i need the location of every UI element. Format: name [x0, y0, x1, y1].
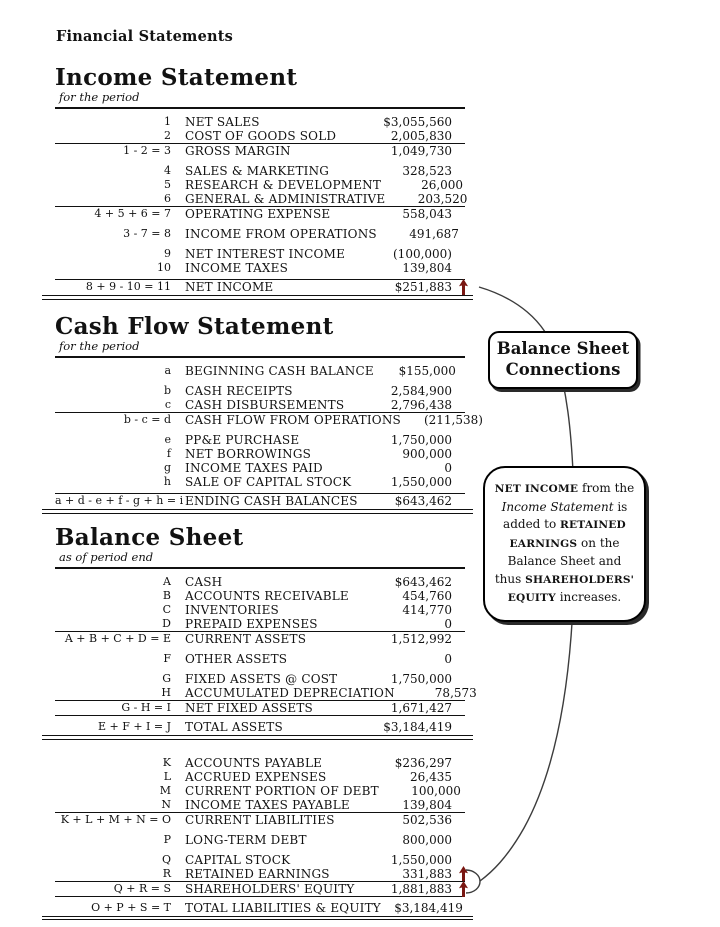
row-value: 331,883 — [402, 866, 452, 881]
row-value: 100,000 — [411, 783, 461, 798]
row-formula: D — [162, 617, 171, 630]
row-label: ACCOUNTS PAYABLE — [185, 755, 323, 770]
income-statement-subtitle: for the period — [59, 90, 140, 104]
row-formula: M — [159, 783, 171, 797]
row-formula: E + F + I = J — [97, 720, 171, 733]
income-statement-title: Income Statement — [55, 64, 298, 91]
balance-sheet-subtitle: as of period end — [59, 550, 154, 564]
row-label: RESEARCH & DEVELOPMENT — [185, 178, 382, 192]
row-formula: A — [163, 575, 171, 588]
row-label: NET INTEREST INCOME — [185, 247, 346, 261]
row-value: 78,573 — [434, 686, 477, 700]
row-label: TOTAL ASSETS — [185, 720, 283, 734]
row-label: INCOME FROM OPERATIONS — [185, 227, 377, 241]
row-value: 1,881,883 — [390, 881, 452, 896]
row-value: $236,297 — [394, 755, 452, 770]
row-formula: 5 — [164, 178, 171, 191]
row-formula: Q — [161, 852, 171, 866]
row-label: INVENTORIES — [185, 603, 279, 617]
row-formula: K + L + M + N = O — [60, 812, 171, 826]
row-value: 558,043 — [402, 207, 452, 221]
row-formula: 9 — [164, 247, 171, 260]
row-value: 1,750,000 — [390, 433, 452, 447]
row-label: FIXED ASSETS @ COST — [185, 672, 338, 686]
row-formula: Q + R = S — [113, 881, 171, 895]
row-value: 414,770 — [402, 603, 452, 617]
row-label: ENDING CASH BALANCES — [185, 494, 358, 508]
row-value: 328,523 — [402, 164, 452, 178]
row-formula: R — [162, 866, 171, 880]
row-formula: L — [163, 769, 171, 783]
cash-flow-subtitle: for the period — [59, 339, 140, 353]
row-label: PREPAID EXPENSES — [185, 617, 318, 631]
row-label: NET SALES — [185, 115, 260, 129]
row-label: OPERATING EXPENSE — [185, 207, 331, 221]
row-label: INCOME TAXES PAYABLE — [185, 797, 350, 812]
row-formula: 3 - 7 = 8 — [123, 227, 171, 240]
note-segment: from the — [578, 481, 635, 495]
row-label: CAPITAL STOCK — [185, 852, 291, 867]
row-value: 1,550,000 — [390, 475, 452, 489]
row-formula: h — [163, 475, 171, 488]
row-value: 0 — [444, 461, 452, 475]
row-label: COST OF GOODS SOLD — [185, 129, 337, 143]
row-formula: b — [163, 384, 171, 397]
row-value: 0 — [444, 652, 452, 666]
row-label: ACCUMULATED DEPRECIATION — [185, 686, 395, 700]
row-formula: 10 — [157, 261, 171, 274]
row-value: 1,671,427 — [390, 701, 452, 715]
row-label: NET INCOME — [185, 280, 274, 294]
row-value: 0 — [444, 617, 452, 631]
row-formula: N — [161, 797, 171, 811]
row-label: NET FIXED ASSETS — [185, 701, 313, 715]
row-formula: a — [164, 364, 171, 377]
row-formula: O + P + S = T — [91, 900, 171, 914]
row-label: CURRENT PORTION OF DEBT — [185, 783, 379, 798]
row-value: $3,184,419 — [394, 900, 463, 915]
row-formula: 4 + 5 + 6 = 7 — [94, 207, 171, 220]
cash-flow-title: Cash Flow Statement — [55, 313, 334, 340]
row-value: (211,538) — [423, 413, 483, 427]
row-formula: A + B + C + D = E — [64, 632, 171, 645]
row-value: 1,550,000 — [390, 852, 452, 867]
row-formula: 4 — [164, 164, 171, 177]
callout-line-1: Balance Sheet — [496, 339, 630, 358]
row-formula: b - c = d — [123, 413, 171, 426]
row-label: ACCRUED EXPENSES — [185, 769, 327, 784]
row-label: SALES & MARKETING — [185, 164, 330, 178]
row-formula: 1 — [164, 115, 171, 128]
row-value: (100,000) — [393, 247, 452, 261]
row-value: 900,000 — [402, 447, 452, 461]
row-label: BEGINNING CASH BALANCE — [185, 364, 374, 378]
row-formula: 8 + 9 - 10 = 11 — [85, 280, 171, 293]
row-label: CASH DISBURSEMENTS — [185, 398, 345, 412]
row-label: GROSS MARGIN — [185, 144, 291, 158]
row-value: 1,750,000 — [390, 672, 452, 686]
row-value: 2,005,830 — [390, 129, 452, 143]
note-segment: RETAINED EARNINGS — [509, 519, 626, 550]
row-value: 26,000 — [421, 178, 464, 192]
row-label: TOTAL LIABILITIES & EQUITY — [185, 900, 381, 915]
row-label: OTHER ASSETS — [185, 652, 288, 666]
note-segment: NET INCOME — [494, 483, 579, 495]
row-value: $3,184,419 — [383, 720, 452, 734]
row-value: $643,462 — [394, 494, 452, 508]
row-label: RETAINED EARNINGS — [185, 866, 330, 881]
row-value: 800,000 — [402, 832, 452, 847]
row-label: NET BORROWINGS — [185, 447, 312, 461]
row-formula: K — [162, 755, 171, 769]
row-label: LONG-TERM DEBT — [185, 832, 307, 847]
row-label: CURRENT LIABILITIES — [185, 812, 335, 827]
note-segment: Income Statement — [501, 499, 614, 514]
row-formula: C — [162, 603, 171, 616]
row-formula: a + d - e + f - g + h = i — [55, 494, 184, 507]
document-title: Financial Statements — [56, 28, 234, 45]
callout-line-2: Connections — [505, 360, 621, 379]
row-value: 1,049,730 — [390, 144, 452, 158]
row-label: INCOME TAXES PAID — [185, 461, 323, 475]
balance-sheet-connections-callout — [488, 331, 638, 389]
connection-note-box — [483, 466, 646, 622]
row-label: SALE OF CAPITAL STOCK — [185, 475, 352, 489]
row-label: GENERAL & ADMINISTRATIVE — [185, 192, 386, 206]
row-value: $3,055,560 — [383, 115, 452, 129]
row-formula: 2 — [164, 129, 171, 142]
note-segment: increases. — [555, 590, 622, 604]
row-formula: P — [163, 832, 171, 846]
row-label: ACCOUNTS RECEIVABLE — [185, 589, 349, 603]
row-label: INCOME TAXES — [185, 261, 289, 275]
row-value: 502,536 — [402, 812, 452, 827]
row-value: 454,760 — [402, 589, 452, 603]
row-value: 139,804 — [402, 797, 452, 812]
balance-sheet-title: Balance Sheet — [55, 524, 244, 551]
row-formula: G - H = I — [121, 701, 171, 714]
row-formula: F — [163, 652, 171, 665]
row-formula: e — [164, 433, 171, 446]
row-formula: f — [166, 447, 171, 460]
row-formula: g — [163, 461, 171, 474]
row-label: SHAREHOLDERS' EQUITY — [185, 881, 355, 896]
row-value: 203,520 — [417, 192, 468, 206]
row-value: $155,000 — [398, 364, 456, 378]
row-formula: G — [162, 672, 171, 685]
row-value: 491,687 — [409, 227, 459, 241]
row-label: CASH RECEIPTS — [185, 384, 293, 398]
row-formula: c — [164, 398, 171, 411]
row-formula: B — [162, 589, 171, 602]
row-value: 2,796,438 — [390, 398, 452, 412]
note-segment: SHAREHOLDERS' EQUITY — [507, 573, 635, 604]
row-formula: 1 - 2 = 3 — [123, 144, 171, 157]
row-value: 2,584,900 — [390, 384, 452, 398]
row-value: 26,435 — [410, 769, 452, 784]
row-label: CASH — [185, 575, 223, 589]
row-label: CURRENT ASSETS — [185, 632, 307, 646]
row-formula: H — [161, 686, 171, 699]
row-value: $643,462 — [394, 575, 452, 589]
row-value: $251,883 — [394, 280, 452, 294]
note-segment: is added to — [503, 499, 628, 531]
row-label: CASH FLOW FROM OPERATIONS — [185, 413, 401, 427]
note-segment: on the Balance Sheet and thus — [494, 535, 622, 586]
row-formula: 6 — [164, 192, 171, 205]
row-value: 139,804 — [402, 261, 452, 275]
row-value: 1,512,992 — [390, 632, 452, 646]
row-label: PP&E PURCHASE — [185, 433, 300, 447]
